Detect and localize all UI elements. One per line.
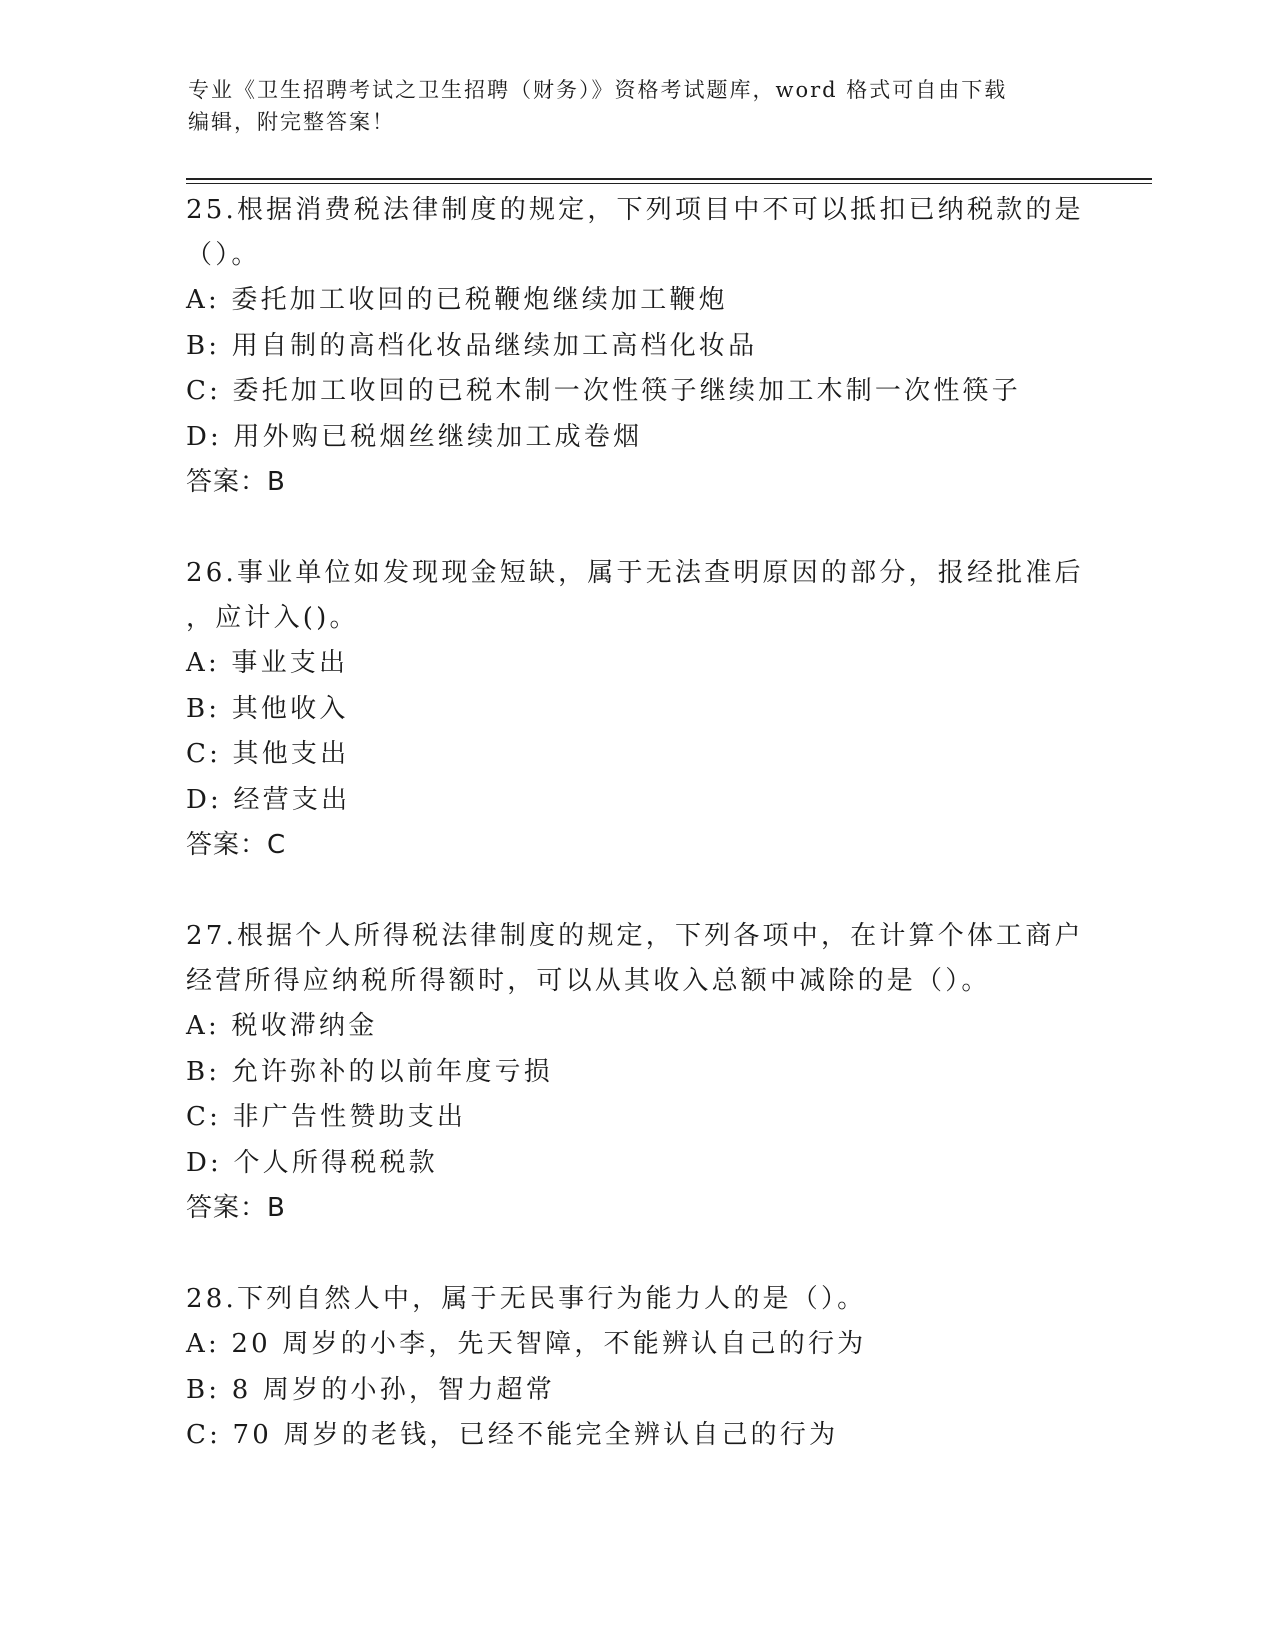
option-c: C: 委托加工收回的已税木制一次性筷子继续加工木制一次性筷子 (186, 376, 1021, 406)
question-text-line: 25.根据消费税法律制度的规定，下列项目中不可以抵扣已纳税款的是 (186, 195, 1084, 225)
header-line-2: 编辑，附完整答案！ (188, 110, 395, 134)
question-28 (186, 1277, 1086, 1459)
question-text-line: ，应计入()。 (186, 603, 359, 633)
answer: 答案：C (186, 830, 287, 860)
question-26 (186, 551, 1086, 868)
header-line-1: 专业《卫生招聘考试之卫生招聘（财务）》资格考试题库，word 格式可自由下载 (188, 78, 1008, 102)
question-25 (186, 188, 1086, 505)
question-text-line: 28.下列自然人中，属于无民事行为能力人的是（）。 (186, 1284, 867, 1314)
question-text-line: 27.根据个人所得税法律制度的规定，下列各项中，在计算个体工商户 (186, 921, 1084, 951)
question-text-line: 经营所得应纳税所得额时，可以从其收入总额中减除的是（）。 (186, 966, 991, 996)
header-rule-thick (186, 178, 1152, 180)
option-c: C: 非广告性赞助支出 (186, 1102, 467, 1132)
answer: 答案：B (186, 1193, 286, 1223)
option-b: B: 允许弥补的以前年度亏损 (186, 1056, 553, 1087)
option-a: A: 事业支出 (186, 648, 349, 678)
option-c: C: 70 周岁的老钱，已经不能完全辨认自己的行为 (186, 1420, 839, 1450)
question-text-line: （）。 (186, 240, 261, 270)
question-27 (186, 914, 1086, 1231)
option-b: B: 用自制的高档化妆品继续加工高档化妆品 (186, 330, 758, 361)
option-b: B: 8 周岁的小孙，智力超常 (186, 1374, 555, 1405)
option-a: A: 税收滞纳金 (186, 1011, 378, 1041)
header-rule-thin (186, 183, 1152, 184)
option-d: D: 经营支出 (186, 784, 351, 815)
document-header (188, 74, 1088, 138)
option-d: D: 个人所得税税款 (186, 1147, 438, 1178)
question-text-line: 26.事业单位如发现现金短缺，属于无法查明原因的部分，报经批准后 (186, 558, 1084, 588)
option-a: A: 20 周岁的小李，先天智障，不能辨认自己的行为 (186, 1329, 867, 1359)
option-a: A: 委托加工收回的已税鞭炮继续加工鞭炮 (186, 285, 728, 315)
option-b: B: 其他收入 (186, 693, 349, 724)
option-d: D: 用外购已税烟丝继续加工成卷烟 (186, 421, 643, 452)
option-c: C: 其他支出 (186, 739, 350, 769)
question-list (186, 188, 1086, 1505)
answer: 答案：B (186, 467, 286, 497)
